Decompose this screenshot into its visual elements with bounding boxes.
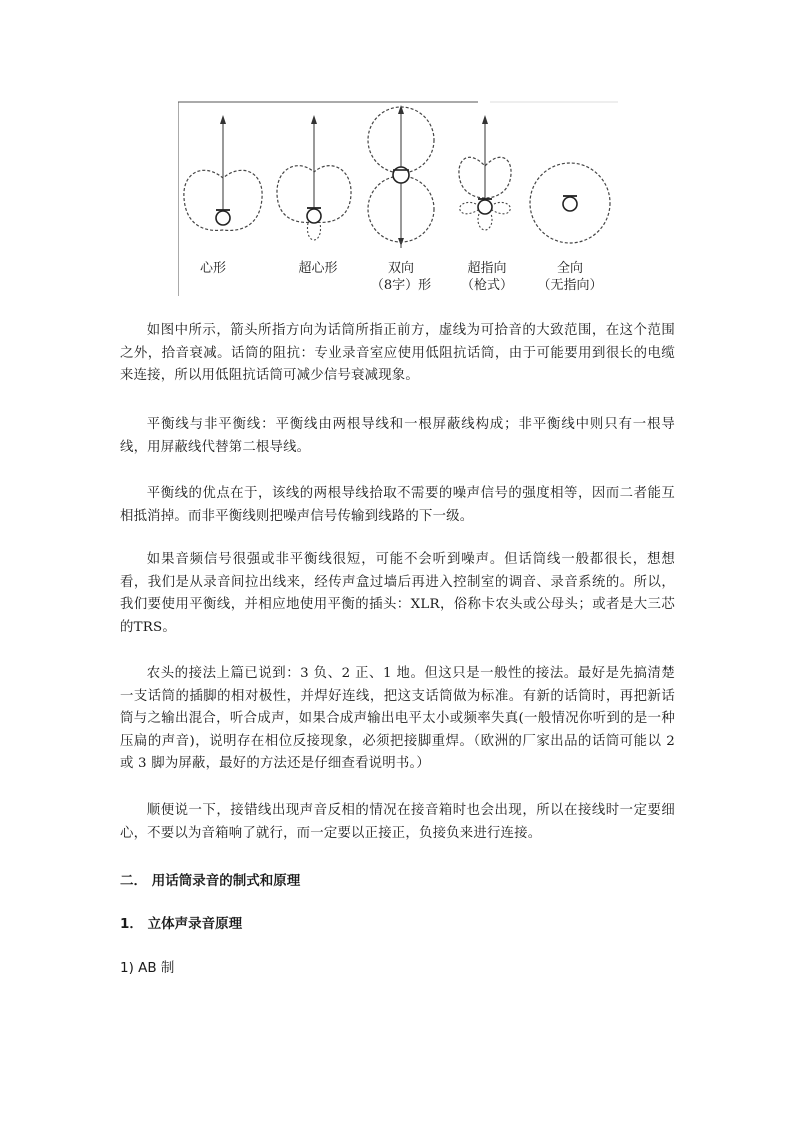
caption-line: 超心形 — [298, 261, 338, 276]
caption-line: （枪式） — [460, 278, 513, 293]
arrow-head-icon — [482, 115, 488, 124]
caption-line: （无指向） — [537, 278, 603, 293]
paragraph-polar-description: 如图中所示，箭头所指方向为话筒所指正前方，虚线为可拾音的大致范围，在这个范围之外，拾音衰减。话筒的阻抗：专业录音室应使用低阻抗话筒，由于可能要用到很长的电缆来连接，所以用低阻抗话筒可减少信号衰减现象。 — [120, 323, 675, 384]
caption-omnidirectional — [530, 260, 610, 294]
microphone-icon — [307, 209, 321, 223]
shotgun-pattern — [459, 115, 511, 230]
caption-line: 超指向 — [467, 261, 507, 276]
arrow-head-icon — [220, 115, 226, 124]
side-lobe-left-outline — [460, 202, 478, 213]
microphone-icon — [216, 211, 230, 225]
caption-figure-eight — [361, 260, 441, 294]
paragraph-xlr-wiring: 农头的接法上篇已说到：3 负、2 正、1 地。但这只是一般性的接法。最好是先搞清楚一支话筒的插脚的相对极性，并焊好连线，把这支话筒做为标准。有新的话筒时，再把新话筒与之输出混合，听合成声，如果合成声输出电平太小或频率失真(一般情况你听到的是一种压扁的声音)，说明存在相位反接现象，必须把接脚重焊。（欧洲的厂家出品的话筒可能以 2 或 3 脚为屏蔽，最好的方法还是仔细查看说明书。） — [120, 666, 675, 772]
omnidirectional-pattern — [530, 163, 610, 243]
paragraph-balanced-advantage: 平衡线的优点在于，该线的两根导线拾取不需要的噪声信号的强度相等，因而二者能互相抵消掉。而非平衡线则把噪声信号传输到线路的下一级。 — [120, 486, 675, 524]
caption-line: 双向 — [387, 261, 414, 276]
caption-line: 心形 — [199, 261, 226, 276]
caption-cardioid — [173, 260, 253, 277]
arrow-head-icon — [398, 105, 404, 114]
subsection-heading: 1． 立体声录音原理 — [120, 916, 243, 932]
figure-eight-pattern — [368, 105, 434, 248]
section-heading: 二． 用话筒录音的制式和原理 — [120, 873, 301, 889]
polar-pattern-figure — [178, 100, 618, 296]
caption-shotgun — [447, 260, 527, 294]
paragraph-balanced-lines: 平衡线与非平衡线：平衡线由两根导线和一根屏蔽线构成；非平衡线中则只有一根导线，用屏蔽线代替第二根导线。 — [120, 417, 675, 455]
list-item-ab-method: 1) AB 制 — [120, 960, 175, 976]
microphone-icon — [478, 200, 492, 214]
caption-line: 全向 — [556, 261, 583, 276]
paragraph-speaker-wiring: 顺便说一下，接错线出现声音反相的情况在接音箱时也会出现，所以在接线时一定要细心，不要以为音箱响了就行，而一定要以正接正，负接负来进行连接。 — [120, 803, 675, 841]
paragraph-noise: 如果音频信号很强或非平衡线很短，可能不会听到噪声。但话筒线一般都很长，想想看，我们是从录音间拉出线来，经传声盒过墙后再进入控制室的调音、录音系统的。所以，我们要使用平衡线，并相应地使用平衡的插头：XLR，俗称卡农头或公母头；或者是大三芯的TRS。 — [120, 552, 675, 635]
caption-supercardioid — [278, 260, 358, 277]
rear-lobe-outline — [478, 214, 492, 230]
rear-lobe-outline — [307, 223, 320, 240]
caption-line: （8字）形 — [370, 278, 432, 293]
side-lobe-right-outline — [492, 202, 510, 213]
supercardioid-pattern — [277, 115, 351, 240]
cardioid-pattern — [184, 115, 262, 230]
microphone-icon — [563, 197, 577, 211]
arrow-head-icon — [311, 115, 317, 124]
